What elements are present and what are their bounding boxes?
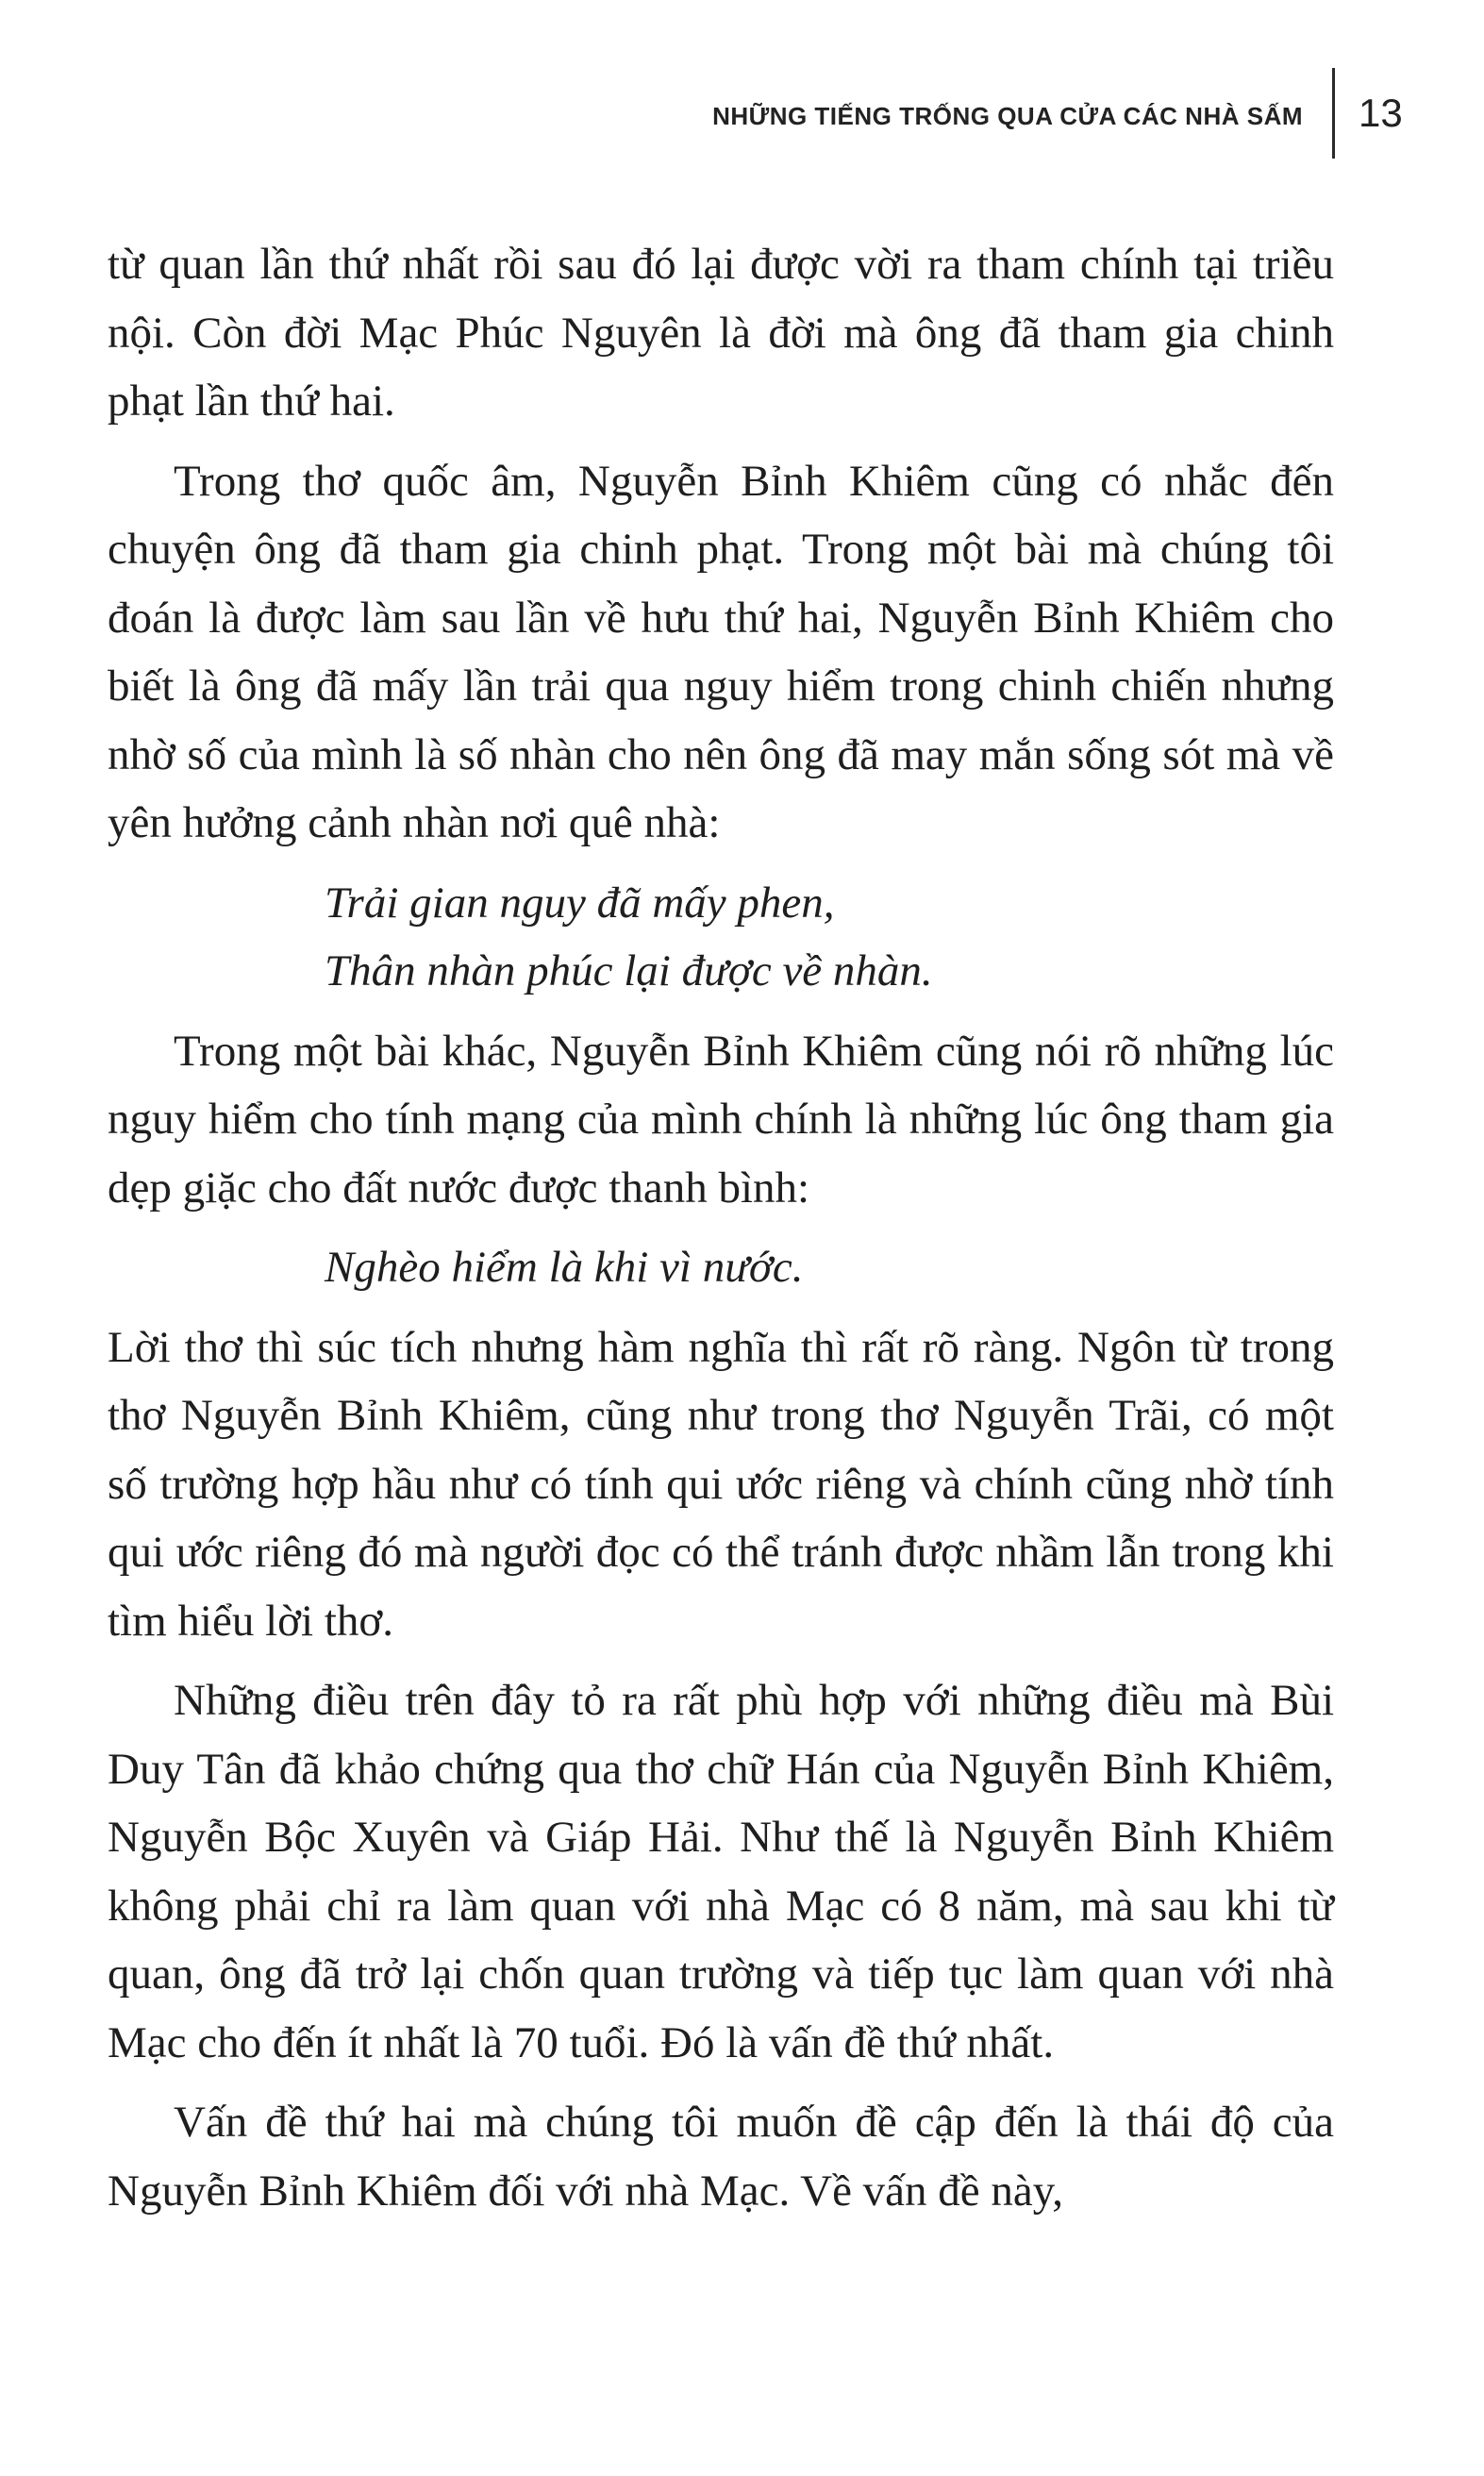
- verse-line: Nghèo hiểm là khi vì nước.: [325, 1243, 804, 1292]
- header-divider: [1332, 68, 1335, 159]
- paragraph-3: Trong một bài khác, Nguyễn Bỉnh Khiêm cũng nói rõ những lúc nguy hiểm cho tính mạng của mình chính là những lúc ông tham gia dẹp giặc cho đất nước được thanh bình:: [108, 1026, 1334, 1213]
- paragraph-1: từ quan lần thứ nhất rồi sau đó lại được vời ra tham chính tại triều nội. Còn đời Mạc Phúc Nguyên là đời mà ông đã tham gia chinh phạt lần thứ hai.: [108, 240, 1334, 426]
- page-header: [0, 0, 1484, 189]
- verse-quote-1: [325, 869, 1334, 1006]
- verse-line: Trải gian nguy đã mấy phen,: [325, 878, 835, 928]
- verse-quote-2: [325, 1233, 1334, 1302]
- page-number: 13: [1359, 91, 1403, 135]
- paragraph-2: Trong thơ quốc âm, Nguyễn Bỉnh Khiêm cũng có nhắc đến chuyện ông đã tham gia chinh phạt. Trong một bài mà chúng tôi đoán là được làm sau lần về hưu thứ hai, Nguyễn Bỉnh Khiêm cho biết là ông đã mấy lần trải qua nguy hiểm trong chinh chiến nhưng nhờ số của mình là số nhàn cho nên ông đã may mắn sống sót mà về yên hưởng cảnh nhàn nơi quê nhà:: [108, 456, 1334, 847]
- running-title: NHỮNG TIẾNG TRỐNG QUA CỬA CÁC NHÀ SẤM: [712, 102, 1303, 130]
- verse-line: Thân nhàn phúc lại được về nhàn.: [325, 946, 933, 995]
- paragraph-6: Vấn đề thứ hai mà chúng tôi muốn đề cập đến là thái độ của Nguyễn Bỉnh Khiêm đối với nhà Mạc. Về vấn đề này,: [108, 2098, 1334, 2216]
- paragraph-5: Những điều trên đây tỏ ra rất phù hợp với những điều mà Bùi Duy Tân đã khảo chứng qua thơ chữ Hán của Nguyễn Bỉnh Khiêm, Nguyễn Bộc Xuyên và Giáp Hải. Như thế là Nguyễn Bỉnh Khiêm không phải chỉ ra làm quan với nhà Mạc có 8 năm, mà sau khi từ quan, ông đã trở lại chốn quan trường và tiếp tục làm quan với nhà Mạc cho đến ít nhất là 70 tuổi. Đó là vấn đề thứ nhất.: [108, 1676, 1334, 2067]
- paragraph-4: Lời thơ thì súc tích nhưng hàm nghĩa thì rất rõ ràng. Ngôn từ trong thơ Nguyễn Bỉnh Khiêm, cũng như trong thơ Nguyễn Trãi, có một số trường hợp hầu như có tính qui ước riêng và chính cũng nhờ tính qui ước riêng đó mà người đọc có thể tránh được nhầm lẫn trong khi tìm hiểu lời thơ.: [108, 1322, 1334, 1646]
- page-body: [108, 230, 1334, 2236]
